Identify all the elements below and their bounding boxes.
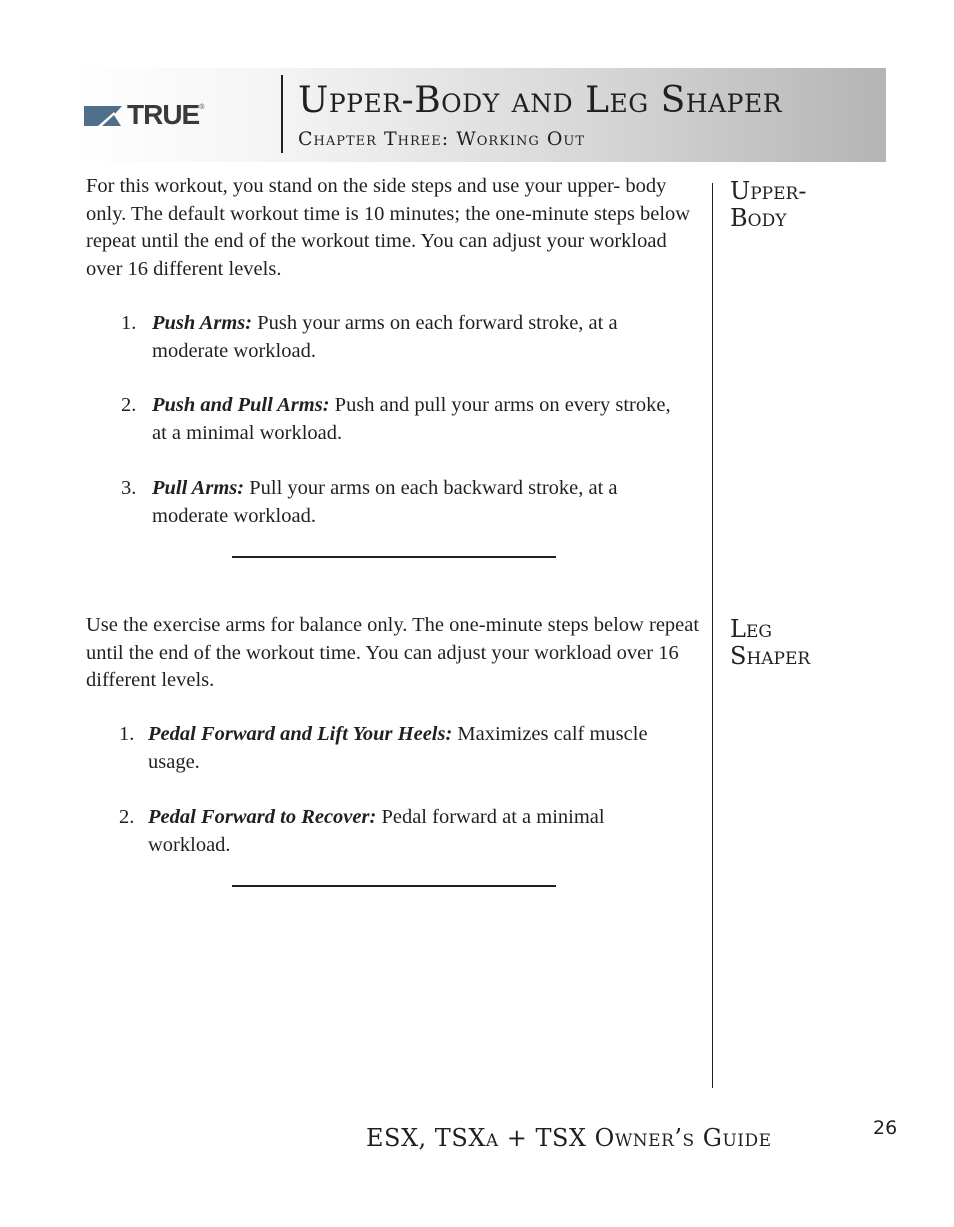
step-text: Push your arms on each forward stroke, at a moderate workload. bbox=[152, 312, 618, 362]
list-item bbox=[121, 392, 681, 447]
heading-line: Upper- bbox=[730, 177, 807, 205]
leg-shaper-heading bbox=[730, 616, 810, 670]
true-logo-mark-icon bbox=[84, 104, 126, 126]
leg-shaper-intro: Use the exercise arms for balance only. The one-minute steps below repeat until the end of the workout time. You can adjust your workload over 16 different levels. bbox=[86, 614, 700, 691]
list-number: 1. bbox=[119, 723, 135, 745]
list-item bbox=[121, 310, 681, 365]
list-item bbox=[119, 804, 679, 859]
margin-rule bbox=[712, 183, 713, 1088]
step-text: Pull your arms on each backward stroke, at a moderate workload. bbox=[152, 477, 618, 527]
heading-line: Body bbox=[730, 204, 787, 232]
step-text: Maximizes calf muscle usage. bbox=[148, 723, 648, 773]
section-divider bbox=[232, 885, 556, 887]
list-number: 2. bbox=[119, 806, 135, 828]
list-number: 1. bbox=[121, 312, 137, 334]
step-title: Pedal Forward and Lift Your Heels: bbox=[148, 723, 453, 745]
list-item bbox=[119, 721, 679, 776]
chapter-subtitle: Chapter Three: Working Out bbox=[298, 128, 586, 150]
guide-title: ESX, TSXa + TSX Owner’s Guide bbox=[366, 1124, 772, 1152]
page-title: Upper-Body and Leg Shaper bbox=[298, 80, 783, 121]
list-item bbox=[121, 475, 681, 530]
step-text: Push and pull your arms on every stroke, at a minimal workload. bbox=[152, 394, 671, 444]
step-title: Push and Pull Arms: bbox=[152, 394, 330, 416]
trademark-mark: ® bbox=[199, 104, 205, 111]
section-divider bbox=[232, 556, 556, 558]
upper-body-heading bbox=[730, 178, 806, 232]
header-divider bbox=[281, 75, 283, 153]
list-number: 3. bbox=[121, 477, 137, 499]
logo-text: TRUE bbox=[127, 99, 200, 130]
true-logo bbox=[84, 99, 254, 130]
upper-body-intro: For this workout, you stand on the side steps and use your upper- body only. The default workout time is 10 minutes; the one-minute steps below repeat until the end of the workout time. You can adjust your workload over 16 different levels. bbox=[86, 175, 691, 280]
step-title: Pull Arms: bbox=[152, 477, 245, 499]
page-number: 26 bbox=[873, 1117, 898, 1139]
step-text: Pedal forward at a minimal workload. bbox=[148, 806, 605, 856]
list-number: 2. bbox=[121, 394, 137, 416]
step-title: Push Arms: bbox=[152, 312, 253, 334]
heading-line: Leg bbox=[730, 615, 772, 643]
step-title: Pedal Forward to Recover: bbox=[148, 806, 377, 828]
heading-line: Shaper bbox=[730, 642, 811, 670]
